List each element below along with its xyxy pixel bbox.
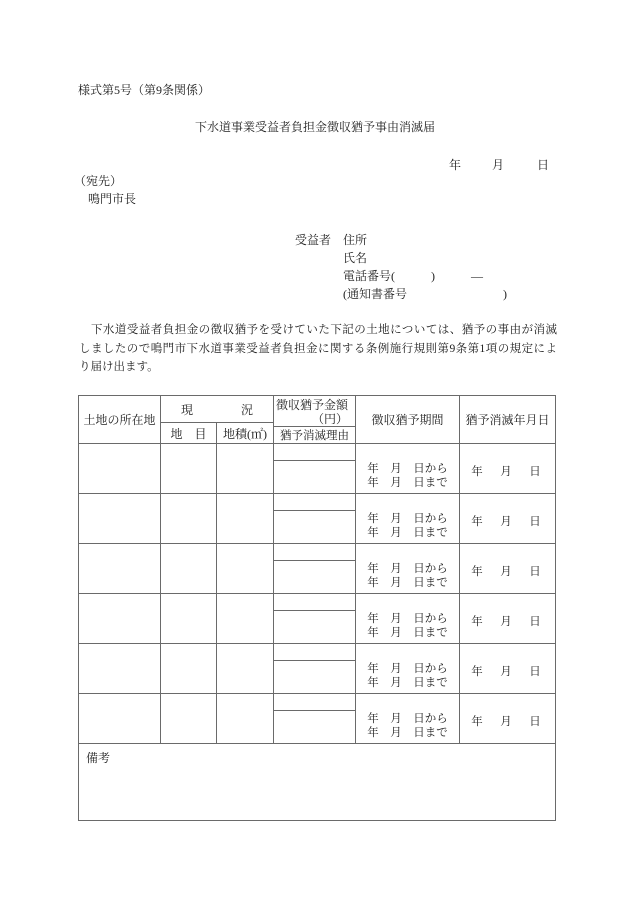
remarks-row bbox=[79, 744, 555, 820]
col-header-deferred-amount bbox=[274, 396, 355, 427]
period-from-label: 年 月 日から bbox=[367, 463, 448, 475]
cell-deferred-amount bbox=[274, 444, 355, 461]
cell-deferred-amount bbox=[274, 544, 355, 561]
form-number: 様式第5号（第9条関係） bbox=[78, 83, 211, 97]
cell-extinction-date bbox=[460, 444, 555, 493]
period-from-label: 年 月 日から bbox=[367, 663, 448, 675]
cell-land-location bbox=[79, 494, 161, 543]
date-year-label: 年 bbox=[449, 158, 462, 172]
period-to-label: 年 月 日まで bbox=[367, 577, 448, 589]
col-header-current-status-group bbox=[161, 396, 274, 443]
cell-deferral-period bbox=[356, 494, 460, 543]
cell-extinction-reason bbox=[274, 661, 355, 693]
cell-land-location bbox=[79, 444, 161, 493]
declaration-paragraph bbox=[79, 321, 557, 377]
cell-land-area bbox=[217, 544, 274, 593]
period-to-label: 年 月 日まで bbox=[367, 727, 448, 739]
addressee-label: （宛先） bbox=[74, 174, 123, 188]
period-to-label: 年 月 日まで bbox=[367, 677, 448, 689]
table-row bbox=[79, 644, 555, 694]
period-to-label: 年 月 日まで bbox=[367, 627, 448, 639]
extinction-date-label: 年 月 日 bbox=[471, 665, 544, 678]
col-header-land-area: 地積(㎡) bbox=[223, 426, 267, 441]
extinction-date-label: 年 月 日 bbox=[471, 465, 544, 478]
addressee-name: 鳴門市長 bbox=[88, 192, 137, 206]
date-day-label: 日 bbox=[537, 158, 550, 172]
cell-extinction-reason bbox=[274, 611, 355, 643]
paragraph-line: しましたので鳴門市下水道事業受益者負担金に関する条例施行規則第9条第1項の規定によ bbox=[79, 342, 557, 355]
cell-extinction-date bbox=[460, 694, 555, 743]
beneficiary-address-label: 住所 bbox=[343, 233, 368, 247]
cell-deferred-amount bbox=[274, 694, 355, 711]
page-title: 下水道事業受益者負担金徴収猶予事由消滅届 bbox=[194, 120, 435, 134]
cell-deferred-amount bbox=[274, 644, 355, 661]
cell-deferral-period bbox=[356, 694, 460, 743]
beneficiary-phone-line: 電話番号( ) ― bbox=[343, 269, 483, 283]
cell-deferred-amount bbox=[274, 594, 355, 611]
cell-land-location bbox=[79, 544, 161, 593]
cell-land-category bbox=[161, 494, 217, 543]
cell-land-category bbox=[161, 644, 217, 693]
cell-deferral-period bbox=[356, 544, 460, 593]
table-row bbox=[79, 494, 555, 544]
period-from-label: 年 月 日から bbox=[367, 613, 448, 625]
remarks-label: 備考 bbox=[86, 751, 111, 765]
date-line bbox=[0, 156, 630, 172]
period-to-label: 年 月 日まで bbox=[367, 477, 448, 489]
paragraph-line: 下水道受益者負担金の徴収猶予を受けていた下記の土地については、猶予の事由が消滅 bbox=[79, 324, 557, 336]
period-from-label: 年 月 日から bbox=[367, 563, 448, 575]
cell-extinction-date bbox=[460, 644, 555, 693]
cell-extinction-reason bbox=[274, 711, 355, 743]
paragraph-line: り届け出ます。 bbox=[79, 361, 159, 373]
cell-land-area bbox=[217, 494, 274, 543]
beneficiary-block bbox=[295, 231, 507, 303]
col-header-current-status: 現 況 bbox=[161, 396, 273, 423]
cell-extinction-reason bbox=[274, 561, 355, 593]
cell-land-location bbox=[79, 594, 161, 643]
extinction-date-label: 年 月 日 bbox=[471, 565, 544, 578]
cell-land-location bbox=[79, 694, 161, 743]
cell-land-category bbox=[161, 694, 217, 743]
cell-land-category bbox=[161, 444, 217, 493]
table-header-row bbox=[79, 396, 555, 444]
cell-land-area bbox=[217, 644, 274, 693]
col-header-amount-reason-group bbox=[274, 396, 356, 443]
cell-extinction-date bbox=[460, 544, 555, 593]
cell-land-category bbox=[161, 544, 217, 593]
cell-land-area bbox=[217, 444, 274, 493]
col-header-land-category: 地 目 bbox=[161, 423, 217, 443]
cell-land-location bbox=[79, 644, 161, 693]
cell-extinction-date bbox=[460, 494, 555, 543]
table-row bbox=[79, 594, 555, 644]
period-to-label: 年 月 日まで bbox=[367, 527, 448, 539]
extinction-date-label: 年 月 日 bbox=[471, 615, 544, 628]
col-header-deferral-period: 徴収猶予期間 bbox=[356, 396, 460, 443]
col-header-extinction-reason: 猶予消滅理由 bbox=[280, 430, 349, 442]
cell-extinction-reason bbox=[274, 511, 355, 543]
extinction-date-label: 年 月 日 bbox=[471, 515, 544, 528]
table-row bbox=[79, 444, 555, 494]
cell-land-category bbox=[161, 594, 217, 643]
date-month-label: 月 bbox=[492, 158, 505, 172]
deferred-amount-label-line2: （円） bbox=[311, 412, 348, 426]
beneficiary-role-line bbox=[295, 231, 507, 249]
deferred-amount-label-line1: 徴収猶予金額 bbox=[275, 398, 348, 412]
beneficiary-notice-number-line: (通知書番号 ) bbox=[343, 287, 507, 301]
cell-deferral-period bbox=[356, 644, 460, 693]
cell-land-area bbox=[217, 594, 274, 643]
extinction-date-label: 年 月 日 bbox=[471, 715, 544, 728]
table-row bbox=[79, 694, 555, 744]
col-header-land-location: 土地の所在地 bbox=[79, 396, 161, 443]
table-row bbox=[79, 544, 555, 594]
beneficiary-name-label: 氏名 bbox=[343, 251, 368, 265]
cell-extinction-reason bbox=[274, 461, 355, 493]
col-header-extinction-date: 猶予消滅年月日 bbox=[465, 413, 550, 427]
deferral-table bbox=[78, 395, 556, 821]
cell-land-area bbox=[217, 694, 274, 743]
beneficiary-role-label: 受益者 bbox=[295, 233, 332, 247]
cell-extinction-date bbox=[460, 594, 555, 643]
period-from-label: 年 月 日から bbox=[367, 713, 448, 725]
period-from-label: 年 月 日から bbox=[367, 513, 448, 525]
cell-deferral-period bbox=[356, 444, 460, 493]
cell-deferral-period bbox=[356, 594, 460, 643]
cell-deferred-amount bbox=[274, 494, 355, 511]
